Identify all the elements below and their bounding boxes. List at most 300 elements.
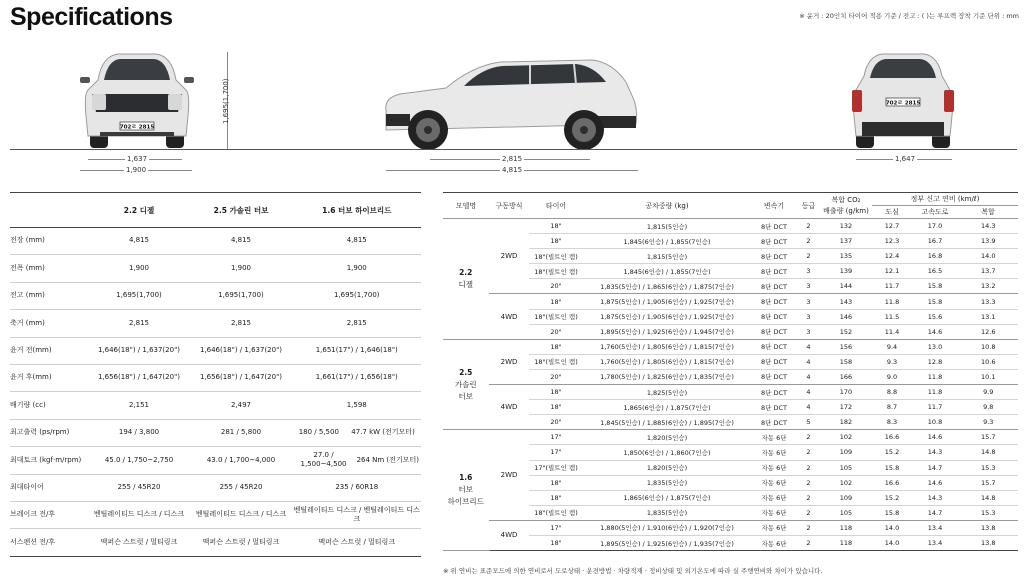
fuel-cell: 17" [529, 520, 583, 535]
fuel-cell: 2 [797, 234, 820, 249]
side-view-car [380, 54, 642, 150]
spec-row [10, 474, 421, 501]
ground-line [10, 149, 1017, 150]
fuel-cell: 16.7 [912, 234, 958, 249]
fuel-cell: 14.8 [958, 490, 1018, 505]
fuel-cell: 135 [820, 249, 872, 264]
fuel-cell: 15.7 [958, 430, 1018, 445]
spec-cell: 4,815 [88, 228, 190, 255]
fuel-cell: 1,835(5인승) / 1,865(6인승) / 1,875(7인승) [583, 279, 751, 294]
model-name-line: 터보 [458, 485, 473, 495]
fuel-cell: 118 [820, 535, 872, 550]
spec-split-value: 180 / 5,500 [298, 428, 339, 437]
fuel-cell: 17" [529, 445, 583, 460]
fuel-cell: 15.7 [958, 475, 1018, 490]
fuel-footnote: ※ 위 연비는 표준모드에 의한 연비로서 도로상태 · 운전방법 · 차량적재 · 정비상태 및 외기온도에 따라 실 주행연비와 차이가 있습니다. [443, 567, 823, 575]
fuel-cell: 1,820(5인승) [583, 430, 751, 445]
spec-row [10, 364, 421, 391]
fuel-row [443, 400, 1018, 415]
fuel-cell: 1,895(5인승) / 1,925(6인승) / 1,945(7인승) [583, 324, 751, 339]
spec-cell: 4,815 [190, 228, 292, 255]
fuel-cell: 1,835(5인승) [583, 505, 751, 520]
spec-row-label: 축거 (mm) [10, 310, 88, 337]
fuel-cell: 18" [529, 490, 583, 505]
fuel-cell: 105 [820, 505, 872, 520]
fuel-row [443, 505, 1018, 520]
fuel-row [443, 279, 1018, 294]
fuel-cell: 자동 6단 [751, 490, 797, 505]
fuel-cell: 18"(빌트인 캠) [529, 264, 583, 279]
length-label: 4,815 [502, 166, 523, 174]
fuel-cell: 8단 DCT [751, 339, 797, 354]
dimension-illustrations [0, 40, 1027, 180]
spec-cell: 255 / 45R20 [190, 474, 292, 501]
fuel-cell: 14.7 [912, 505, 958, 520]
fuel-cell: 13.3 [958, 294, 1018, 309]
fuel-cell: 자동 6단 [751, 535, 797, 550]
fuel-cell: 15.8 [912, 279, 958, 294]
fuel-row [443, 460, 1018, 475]
fuel-cell: 14.3 [958, 219, 1018, 234]
fuel-cell: 2 [797, 475, 820, 490]
spec-row-label: 최대토크 (kgf·m/rpm) [10, 447, 88, 474]
spec-row [10, 419, 421, 446]
fuel-cell: 1,760(5인승) / 1,805(6인승) / 1,815(7인승) [583, 339, 751, 354]
front-height-label: 1,695(1,700) [222, 78, 230, 124]
fuel-cell: 15.2 [872, 445, 912, 460]
model-name-line: 가솔린 [454, 379, 477, 389]
fuel-cell: 172 [820, 400, 872, 415]
fuel-cell: 자동 6단 [751, 460, 797, 475]
spec-header-blank [10, 193, 88, 228]
fuel-cell: 8단 DCT [751, 400, 797, 415]
fuel-cell: 9.8 [958, 400, 1018, 415]
spec-cell: 2,151 [88, 392, 190, 419]
spec-cell: 맥퍼슨 스트럿 / 멀티링크 [292, 529, 421, 556]
spec-row-label: 윤거 후(mm) [10, 364, 88, 391]
fuel-cell: 자동 6단 [751, 445, 797, 460]
fuel-row [443, 294, 1018, 309]
spec-header-gasoline: 2.5 가솔린 터보 [190, 193, 292, 228]
fuel-cell: 152 [820, 324, 872, 339]
fuel-cell: 109 [820, 445, 872, 460]
spec-cell-split [292, 447, 421, 474]
col-co2-line1: 복합 CO₂ [831, 196, 861, 204]
fuel-cell: 156 [820, 339, 872, 354]
drive-type: 4WD [489, 385, 529, 430]
spec-cell: 맥퍼슨 스트럿 / 멀티링크 [190, 529, 292, 556]
fuel-cell: 8단 DCT [751, 264, 797, 279]
col-tire: 타이어 [529, 193, 583, 219]
fuel-cell: 18" [529, 219, 583, 234]
fuel-cell: 9.3 [958, 415, 1018, 430]
fuel-cell: 14.6 [912, 430, 958, 445]
fuel-cell: 137 [820, 234, 872, 249]
fuel-cell: 182 [820, 415, 872, 430]
fuel-cell: 4 [797, 369, 820, 384]
model-name-line: 터보 [458, 391, 473, 401]
fuel-cell: 2 [797, 430, 820, 445]
col-combined: 복합 [958, 206, 1018, 219]
fuel-cell: 9.9 [958, 385, 1018, 400]
fuel-cell: 5 [797, 415, 820, 430]
spec-cell: 2,497 [190, 392, 292, 419]
fuel-cell: 14.6 [912, 475, 958, 490]
fuel-cell: 13.4 [912, 520, 958, 535]
spec-row [10, 392, 421, 419]
fuel-cell: 1,865(6인승) / 1,875(7인승) [583, 490, 751, 505]
fuel-cell: 14.0 [958, 249, 1018, 264]
spec-cell: 281 / 5,800 [190, 419, 292, 446]
fuel-cell: 105 [820, 460, 872, 475]
spec-row [10, 255, 421, 282]
fuel-cell: 8.3 [872, 415, 912, 430]
front-track-label: 1,637 [127, 155, 148, 163]
spec-cell: 4,815 [292, 228, 421, 255]
fuel-cell: 12.3 [872, 234, 912, 249]
spec-cell: 1,651(17") / 1,646(18") [292, 337, 421, 364]
spec-split-value: 264 Nm (전기모터) [356, 455, 419, 464]
spec-cell: 벤틸레이티드 디스크 / 디스크 [88, 501, 190, 528]
page-title: Specifications [10, 3, 173, 31]
fuel-cell: 13.4 [912, 535, 958, 550]
fuel-cell: 1,875(5인승) / 1,905(6인승) / 1,925(7인승) [583, 294, 751, 309]
fuel-cell: 15.2 [872, 490, 912, 505]
fuel-cell: 12.1 [872, 264, 912, 279]
spec-cell: 1,900 [292, 255, 421, 282]
fuel-row [443, 520, 1018, 535]
fuel-cell: 15.8 [872, 505, 912, 520]
fuel-cell: 18" [529, 475, 583, 490]
spec-row-label: 배기량 (cc) [10, 392, 88, 419]
fuel-cell: 16.8 [912, 249, 958, 264]
fuel-cell: 102 [820, 475, 872, 490]
spec-cell: 194 / 3,800 [88, 419, 190, 446]
fuel-cell: 8단 DCT [751, 385, 797, 400]
col-transmission: 변속기 [751, 193, 797, 219]
spec-row-label: 최고출력 (ps/rpm) [10, 419, 88, 446]
fuel-cell: 13.9 [958, 234, 1018, 249]
spec-header-hybrid: 1.6 터보 하이브리드 [292, 193, 421, 228]
wheelbase-label: 2,815 [502, 155, 523, 163]
fuel-cell: 17" [529, 430, 583, 445]
model-name [443, 430, 489, 551]
fuel-cell: 8.7 [872, 400, 912, 415]
col-grade: 등급 [797, 193, 820, 219]
fuel-cell: 자동 6단 [751, 430, 797, 445]
fuel-cell: 102 [820, 430, 872, 445]
fuel-cell: 10.6 [958, 354, 1018, 369]
fuel-cell: 9.4 [872, 339, 912, 354]
fuel-cell: 12.8 [912, 354, 958, 369]
fuel-cell: 1,845(6인승) / 1,855(7인승) [583, 234, 751, 249]
spec-table-header [10, 193, 421, 228]
drive-type: 4WD [489, 520, 529, 550]
fuel-cell: 15.8 [912, 294, 958, 309]
fuel-cell: 1,850(6인승) / 1,860(7인승) [583, 445, 751, 460]
fuel-cell: 18" [529, 294, 583, 309]
fuel-cell: 4 [797, 400, 820, 415]
fuel-row [443, 475, 1018, 490]
fuel-cell: 18" [529, 535, 583, 550]
fuel-cell: 15.6 [912, 309, 958, 324]
spec-cell: 2,815 [190, 310, 292, 337]
fuel-cell: 2 [797, 535, 820, 550]
spec-split-value: 47.7 kW (전기모터) [351, 428, 415, 437]
drive-type: 2WD [489, 430, 529, 521]
fuel-cell: 14.6 [912, 324, 958, 339]
fuel-cell: 8단 DCT [751, 415, 797, 430]
fuel-cell: 109 [820, 490, 872, 505]
fuel-cell: 11.8 [872, 294, 912, 309]
fuel-cell: 8단 DCT [751, 309, 797, 324]
spec-cell: 1,646(18") / 1,637(20") [88, 337, 190, 364]
fuel-cell: 11.7 [912, 400, 958, 415]
fuel-row [443, 430, 1018, 445]
fuel-cell: 15.8 [872, 460, 912, 475]
fuel-row [443, 249, 1018, 264]
spec-cell: 1,900 [88, 255, 190, 282]
fuel-cell: 8.8 [872, 385, 912, 400]
spec-table [10, 192, 421, 557]
fuel-cell: 16.5 [912, 264, 958, 279]
fuel-cell: 8단 DCT [751, 249, 797, 264]
fuel-cell: 18"(빌트인 캠) [529, 354, 583, 369]
fuel-cell: 3 [797, 294, 820, 309]
fuel-row [443, 354, 1018, 369]
col-city: 도심 [872, 206, 912, 219]
fuel-cell: 9.0 [872, 369, 912, 384]
fuel-cell: 자동 6단 [751, 475, 797, 490]
fuel-row [443, 309, 1018, 324]
fuel-cell: 8단 DCT [751, 354, 797, 369]
fuel-cell: 17"(빌트인 캠) [529, 460, 583, 475]
fuel-cell: 1,815(5인승) [583, 249, 751, 264]
spec-row [10, 447, 421, 474]
fuel-cell: 139 [820, 264, 872, 279]
fuel-cell: 3 [797, 309, 820, 324]
fuel-cell: 12.7 [872, 219, 912, 234]
fuel-cell: 170 [820, 385, 872, 400]
fuel-cell: 8단 DCT [751, 369, 797, 384]
fuel-cell: 20" [529, 324, 583, 339]
fuel-cell: 2 [797, 219, 820, 234]
col-model: 모델명 [443, 193, 489, 219]
fuel-cell: 11.8 [912, 385, 958, 400]
fuel-row [443, 234, 1018, 249]
fuel-cell: 12.4 [872, 249, 912, 264]
fuel-cell: 17.0 [912, 219, 958, 234]
spec-cell: 1,656(18") / 1,647(20") [88, 364, 190, 391]
col-co2-line2: 배출량 (g/km) [823, 206, 869, 215]
spec-row-label: 전장 (mm) [10, 228, 88, 255]
fuel-row [443, 369, 1018, 384]
fuel-cell: 18" [529, 385, 583, 400]
fuel-cell: 8단 DCT [751, 279, 797, 294]
fuel-cell: 14.3 [912, 490, 958, 505]
spec-cell: 1,695(1,700) [190, 282, 292, 309]
fuel-cell: 1,895(5인승) / 1,925(6인승) / 1,935(7인승) [583, 535, 751, 550]
spec-row-label: 전폭 (mm) [10, 255, 88, 282]
model-name-line: 2.5 [459, 367, 473, 377]
front-view-car [78, 50, 196, 150]
fuel-cell: 13.8 [958, 535, 1018, 550]
spec-cell: 1,598 [292, 392, 421, 419]
fuel-cell: 1,780(5인승) / 1,825(6인승) / 1,835(7인승) [583, 369, 751, 384]
fuel-cell: 8단 DCT [751, 234, 797, 249]
fuel-cell: 144 [820, 279, 872, 294]
fuel-cell: 15.3 [958, 460, 1018, 475]
fuel-cell: 2 [797, 249, 820, 264]
fuel-cell: 10.1 [958, 369, 1018, 384]
fuel-cell: 166 [820, 369, 872, 384]
spec-cell: 45.0 / 1,750~2,750 [88, 447, 190, 474]
fuel-cell: 1,845(5인승) / 1,885(6인승) / 1,895(7인승) [583, 415, 751, 430]
fuel-cell: 2 [797, 520, 820, 535]
spec-cell: 1,656(18") / 1,647(20") [190, 364, 292, 391]
fuel-row [443, 264, 1018, 279]
fuel-row [443, 445, 1018, 460]
col-drive: 구동방식 [489, 193, 529, 219]
fuel-cell: 158 [820, 354, 872, 369]
model-name-line: 하이브리드 [447, 497, 484, 507]
fuel-cell: 2 [797, 460, 820, 475]
spec-cell-split [292, 419, 421, 446]
model-name-line: 1.6 [459, 473, 473, 483]
fuel-row [443, 385, 1018, 400]
front-width-label: 1,900 [126, 166, 147, 174]
fuel-cell: 4 [797, 354, 820, 369]
spec-row [10, 529, 421, 556]
spec-cell: 1,695(1,700) [292, 282, 421, 309]
spec-cell: 1,646(18") / 1,637(20") [190, 337, 292, 364]
spec-row [10, 310, 421, 337]
fuel-cell: 8단 DCT [751, 324, 797, 339]
fuel-cell: 13.8 [958, 520, 1018, 535]
spec-row-label: 브레이크 전/후 [10, 501, 88, 528]
fuel-cell: 1,820(5인승) [583, 460, 751, 475]
fuel-cell: 자동 6단 [751, 520, 797, 535]
fuel-cell: 18"(빌트인 캠) [529, 249, 583, 264]
fuel-cell: 4 [797, 385, 820, 400]
fuel-row [443, 415, 1018, 430]
fuel-cell: 1,865(6인승) / 1,875(7인승) [583, 400, 751, 415]
spec-cell: 2,815 [292, 310, 421, 337]
fuel-cell: 15.3 [958, 505, 1018, 520]
fuel-cell: 12.6 [958, 324, 1018, 339]
fuel-cell: 20" [529, 415, 583, 430]
spec-cell: 1,661(17") / 1,656(18") [292, 364, 421, 391]
fuel-row [443, 535, 1018, 550]
fuel-cell: 10.8 [912, 415, 958, 430]
spec-row [10, 228, 421, 255]
col-highway: 고속도로 [912, 206, 958, 219]
spec-row-label: 전고 (mm) [10, 282, 88, 309]
spec-cell: 2,815 [88, 310, 190, 337]
fuel-cell: 14.0 [872, 520, 912, 535]
fuel-cell: 9.3 [872, 354, 912, 369]
col-weight: 공차중량 (kg) [583, 193, 751, 219]
unit-note: ※ 윤거 : 20인치 타이어 적용 기준 / 전고 : ( )는 루프랙 장착 기준 단위 : mm [799, 12, 1019, 20]
col-fuel: 정부 신고 연비 (km/ℓ) [872, 193, 1018, 206]
fuel-cell: 14.8 [958, 445, 1018, 460]
fuel-cell: 1,825(5인승) [583, 385, 751, 400]
fuel-cell: 1,760(5인승) / 1,805(6인승) / 1,815(7인승) [583, 354, 751, 369]
fuel-cell: 18" [529, 400, 583, 415]
rear-track-label: 1,647 [895, 155, 916, 163]
drive-type: 4WD [489, 294, 529, 339]
fuel-cell: 18" [529, 234, 583, 249]
fuel-cell: 2 [797, 490, 820, 505]
fuel-cell: 1,880(5인승) / 1,910(6인승) / 1,920(7인승) [583, 520, 751, 535]
fuel-cell: 1,845(6인승) / 1,855(7인승) [583, 264, 751, 279]
spec-row [10, 501, 421, 528]
fuel-cell: 1,835(5인승) [583, 475, 751, 490]
fuel-cell: 143 [820, 294, 872, 309]
fuel-cell: 2 [797, 445, 820, 460]
fuel-cell: 11.5 [872, 309, 912, 324]
fuel-cell: 11.8 [912, 369, 958, 384]
drive-type: 2WD [489, 219, 529, 294]
fuel-row [443, 490, 1018, 505]
fuel-cell: 18" [529, 339, 583, 354]
fuel-cell: 14.0 [872, 535, 912, 550]
fuel-row [443, 324, 1018, 339]
spec-cell: 235 / 60R18 [292, 474, 421, 501]
fuel-cell: 3 [797, 264, 820, 279]
fuel-row [443, 219, 1018, 234]
model-name [443, 339, 489, 430]
spec-cell: 255 / 45R20 [88, 474, 190, 501]
fuel-cell: 3 [797, 279, 820, 294]
fuel-cell: 118 [820, 520, 872, 535]
fuel-cell: 20" [529, 279, 583, 294]
spec-cell: 43.0 / 1,700~4,000 [190, 447, 292, 474]
fuel-cell: 14.3 [912, 445, 958, 460]
fuel-cell: 8단 DCT [751, 219, 797, 234]
spec-header-diesel: 2.2 디젤 [88, 193, 190, 228]
fuel-cell: 20" [529, 369, 583, 384]
fuel-cell: 16.6 [872, 475, 912, 490]
spec-cell: 1,695(1,700) [88, 282, 190, 309]
model-name [443, 219, 489, 340]
fuel-row [443, 339, 1018, 354]
spec-split-value: 27.0 / 1,500~4,500 [300, 450, 347, 469]
front-plate: 702ㄹ 2815 [119, 124, 155, 131]
spec-cell: 벤틸레이티드 디스크 / 디스크 [190, 501, 292, 528]
fuel-cell: 13.7 [958, 264, 1018, 279]
fuel-cell: 14.7 [912, 460, 958, 475]
spec-cell: 1,900 [190, 255, 292, 282]
fuel-cell: 2 [797, 505, 820, 520]
rear-plate: 702ㄹ 2815 [885, 100, 921, 107]
spec-cell: 맥퍼슨 스트럿 / 멀티링크 [88, 529, 190, 556]
model-name-line: 디젤 [458, 279, 473, 289]
rear-view-car [846, 50, 960, 150]
fuel-cell: 18"(빌트인 캠) [529, 309, 583, 324]
spec-cell: 벤틸레이티드 디스크 / 벤틸레이티드 디스크 [292, 501, 421, 528]
fuel-cell: 11.4 [872, 324, 912, 339]
fuel-cell: 4 [797, 339, 820, 354]
fuel-cell: 8단 DCT [751, 294, 797, 309]
fuel-cell: 1,815(5인승) [583, 219, 751, 234]
fuel-cell: 1,875(5인승) / 1,905(6인승) / 1,925(7인승) [583, 309, 751, 324]
fuel-cell: 13.2 [958, 279, 1018, 294]
fuel-cell: 132 [820, 219, 872, 234]
fuel-cell: 자동 6단 [751, 505, 797, 520]
fuel-economy-table [443, 192, 1018, 551]
spec-row-label: 윤거 전(mm) [10, 337, 88, 364]
